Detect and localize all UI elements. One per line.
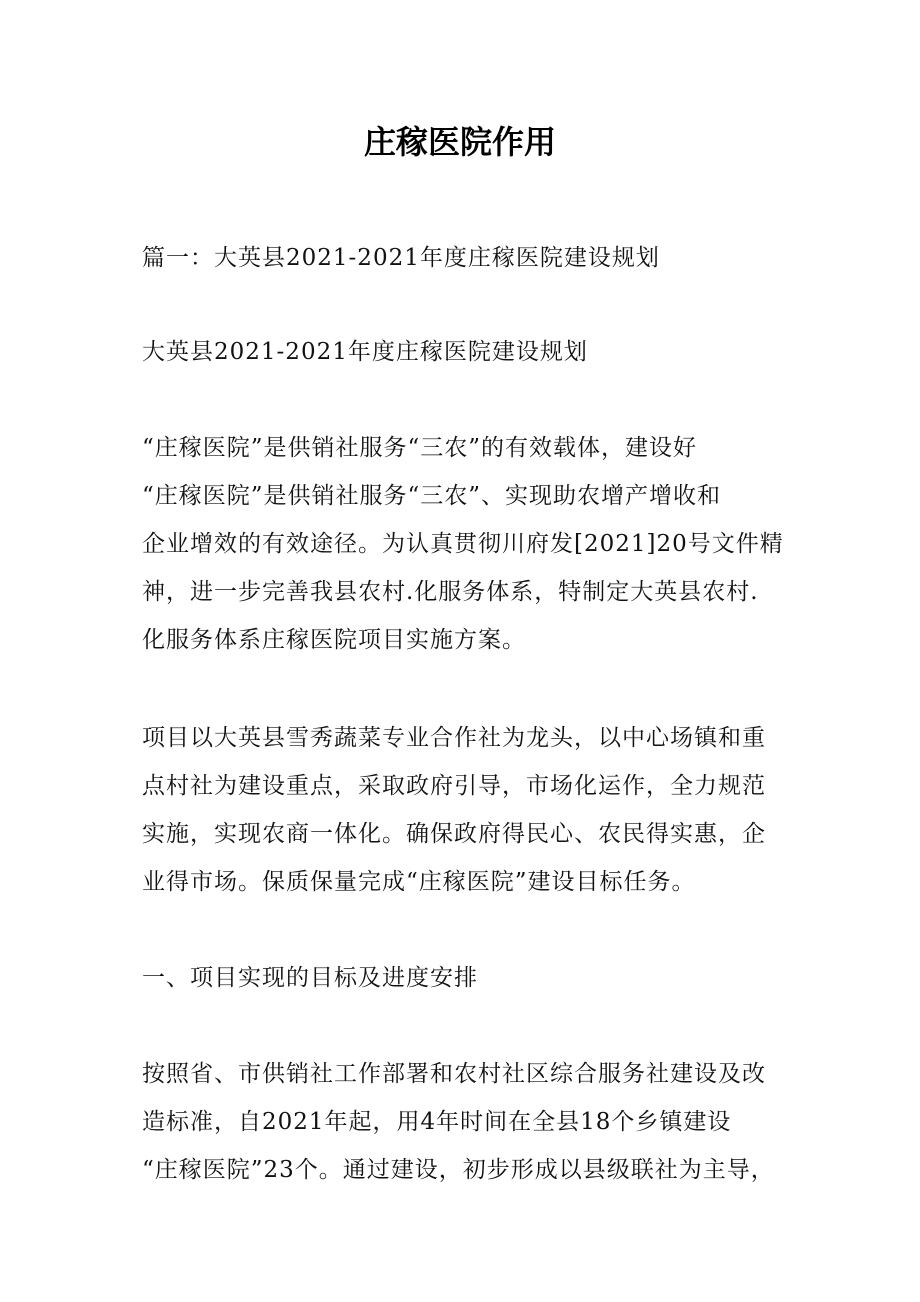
- text-line: 点村社为建设重点，采取政府引导，市场化运作，全力规范: [142, 773, 766, 799]
- text-line: “庄稼医院”是供销社服务“三农”的有效载体，建设好: [142, 435, 698, 461]
- text-line: 按照省、市供销社工作部署和农村社区综合服务社建设及改: [142, 1061, 766, 1087]
- text-line: 业得市场。保质保量完成“庄稼医院”建设目标任务。: [142, 869, 696, 895]
- text-line: “庄稼医院”是供销社服务“三农”、实现助农增产增收和: [142, 483, 722, 509]
- section-heading: 一、项目实现的目标及进度安排: [142, 965, 478, 991]
- document-title: 庄稼医院作用: [363, 123, 556, 161]
- text-line: 实施，实现农商一体化。确保政府得民心、农民得实惠，企: [142, 821, 766, 847]
- text-line: 企业增效的有效途径。为认真贯彻川府发[2021]20号文件精: [142, 531, 784, 557]
- text-line: “庄稼医院”23个。通过建设，初步形成以县级联社为主导，: [142, 1157, 775, 1183]
- text-line: 神，进一步完善我县农村.化服务体系，特制定大英县农村.: [142, 579, 759, 605]
- text-line: 化服务体系庄稼医院项目实施方案。: [142, 627, 526, 653]
- text-line: 造标准，自2021年起，用4年时间在全县18个乡镇建设: [142, 1109, 732, 1135]
- text-line: 项目以大英县雪秀蔬菜专业合作社为龙头，以中心场镇和重: [142, 725, 766, 751]
- text-line: 篇一：大英县2021-2021年度庄稼医院建设规划: [142, 245, 660, 271]
- text-line: 大英县2021-2021年度庄稼医院建设规划: [142, 339, 588, 365]
